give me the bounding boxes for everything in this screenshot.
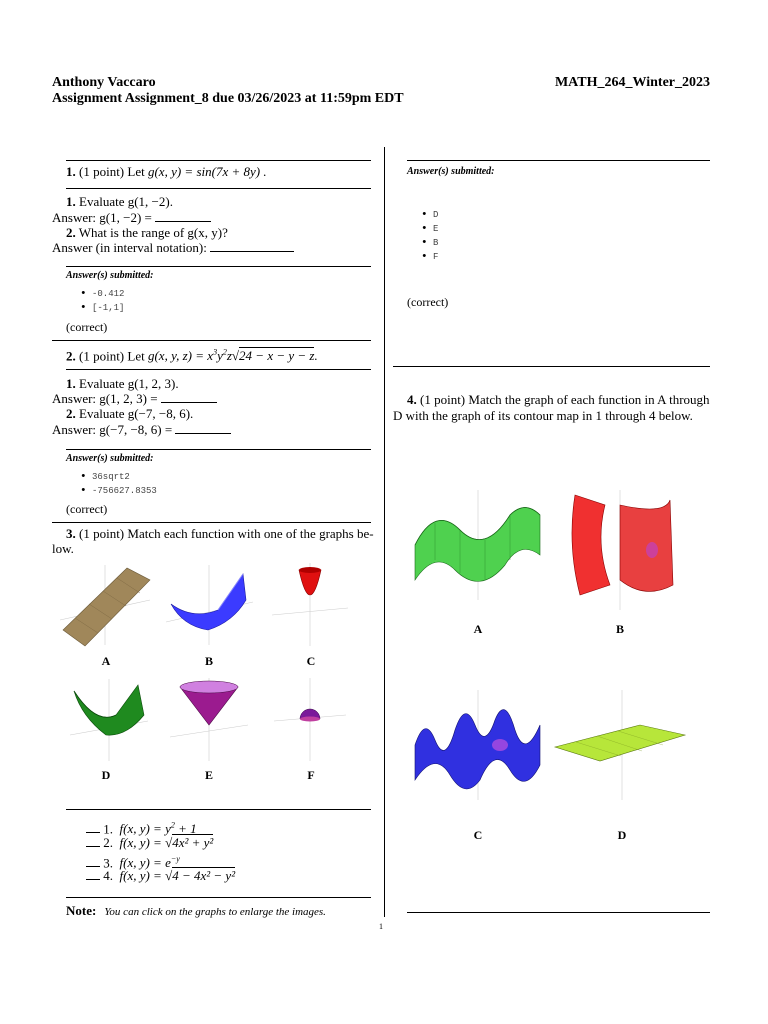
note: Note: You can click on the graphs to enlarge the images.	[66, 903, 326, 918]
submitted-label: Answer(s) submitted:	[407, 166, 495, 177]
graph-e[interactable]	[168, 675, 250, 763]
divider	[393, 366, 710, 367]
problem-2-submitted-answers	[80, 470, 157, 498]
graph-label: B	[204, 654, 213, 668]
column-divider	[384, 147, 385, 917]
student-name: Anthony Vaccaro	[52, 75, 156, 90]
correct-status: (correct)	[407, 295, 449, 309]
graph-label: E	[204, 768, 213, 782]
problem-1-answer-1: Answer: g(1, −2) =	[52, 210, 211, 226]
match-item-4: 4. f(x, y) = √4 − 4x² − y²	[86, 868, 235, 884]
correct-status: (correct)	[66, 320, 108, 334]
answer-blank[interactable]	[86, 821, 100, 833]
problem-2-answer-2: Answer: g(−7, −8, 6) =	[52, 422, 231, 438]
problem-2-answer-1: Answer: g(1, 2, 3) =	[52, 391, 217, 407]
answer-blank[interactable]	[161, 391, 217, 403]
problem-3-submitted-answers	[421, 208, 438, 264]
graph-label: D	[617, 828, 627, 842]
graph-label: C	[306, 654, 316, 668]
match-item-1: 1. f(x, $y) = y^2 + 1$	[86, 818, 197, 837]
graph-label: D	[101, 768, 111, 782]
page-number: 1	[379, 922, 383, 931]
submitted-answer: • D	[421, 208, 438, 222]
graph-b[interactable]	[163, 560, 255, 648]
submitted-answer: • E	[421, 222, 438, 236]
graph-c[interactable]	[270, 560, 350, 648]
graph-label: B	[615, 622, 624, 636]
submitted-label: Answer(s) submitted:	[66, 453, 154, 464]
answer-blank[interactable]	[86, 868, 100, 880]
divider	[66, 897, 371, 898]
problem-4-statement: 4. (1 point) Match the graph of each function in A through	[407, 392, 710, 407]
graph-a[interactable]	[55, 560, 155, 648]
submitted-label: Answer(s) submitted:	[66, 270, 154, 281]
problem-2-question-2: 2. Evaluate g(−7, −8, 6).	[66, 406, 194, 421]
divider	[66, 266, 371, 267]
submitted-answer: • 36sqrt2	[80, 470, 157, 484]
submitted-answer: • [-1,1]	[80, 301, 124, 315]
problem-1-statement: 1. (1 point) Let g(x, y) = sin(7x + 8y) .	[66, 164, 267, 179]
match-item-2: 2. f(x, y) = √4x² + y²	[86, 835, 213, 851]
divider	[66, 369, 371, 370]
problem-3-statement: 3. (1 point) Match each function with one of the graphs be-	[66, 526, 374, 541]
submitted-answer: • B	[421, 236, 438, 250]
graph-f[interactable]	[270, 675, 350, 763]
answer-blank[interactable]	[86, 835, 100, 847]
divider	[52, 522, 371, 523]
divider	[407, 912, 710, 913]
graph-label: C	[473, 828, 483, 842]
correct-status: (correct)	[66, 502, 108, 516]
problem-1-question-2: 2. What is the range of g(x, y)?	[66, 225, 228, 240]
problem-4-statement-cont: D with the graph of its contour map in 1 through 4 below.	[393, 408, 693, 423]
graph-d[interactable]	[68, 675, 150, 763]
graph-label: A	[101, 654, 111, 668]
answer-blank[interactable]	[155, 210, 211, 222]
submitted-answer: • -756627.8353	[80, 484, 157, 498]
divider	[66, 449, 371, 450]
graph-4c[interactable]	[410, 685, 545, 805]
graph-label: A	[473, 622, 483, 636]
graph-4b[interactable]	[555, 485, 685, 615]
assignment-title: Assignment Assignment_8 due 03/26/2023 at 11:59pm EDT	[52, 91, 404, 106]
submitted-answer: • F	[421, 250, 438, 264]
divider	[66, 160, 371, 161]
graph-label: F	[307, 768, 315, 782]
problem-2-statement: 2. (1 point) Let g(x, y, $z) = x^3y^2z√24 - x - y - z$.	[66, 348, 318, 364]
match-item-3: 3. f(x, $y) = e^{-y}$	[86, 852, 180, 871]
answer-blank[interactable]	[175, 422, 231, 434]
graph-4a[interactable]	[410, 485, 545, 605]
problem-3-statement-cont: low.	[52, 541, 74, 556]
divider	[407, 160, 710, 161]
answer-blank[interactable]	[210, 240, 294, 252]
problem-1-submitted-answers	[80, 287, 124, 315]
problem-2-question-1: 1. Evaluate g(1, 2, 3).	[66, 376, 179, 391]
divider	[66, 809, 371, 810]
problem-1-answer-2: Answer (in interval notation):	[52, 240, 294, 256]
answer-blank[interactable]	[86, 855, 100, 867]
divider	[52, 340, 371, 341]
divider	[66, 188, 371, 189]
graph-4d[interactable]	[550, 685, 690, 805]
submitted-answer: • -0.412	[80, 287, 124, 301]
problem-1-question-1: 1. Evaluate g(1, −2).	[66, 194, 173, 209]
course-name: MATH_264_Winter_2023	[554, 75, 710, 90]
